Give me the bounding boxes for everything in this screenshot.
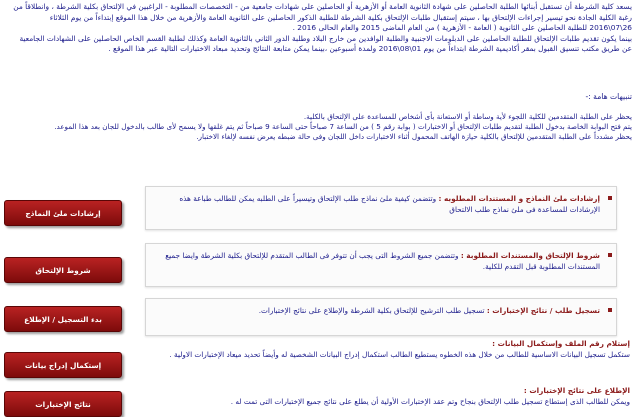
section-title: شروط الإلتحاق والمستندات المطلوبة : — [460, 251, 600, 260]
intro-paragraph-2: بينما يكون تقديم طلبات الإلتحاق للطلبة الحاصلين على الدبلومات الاجنبية والطلبة الوافدين من خارج البلاد وطلبة الدور الثاني بالثانوية العامة وكذلك لطلبة القسم الخاص الحاصلين على الشهادات الجامعية عن طريق مكتب تنسيق القبول بمقر أكاديمية الشرطة ابتداءاً من يوم 01\08\2016 ولمدة أسبوعين ،بينما يمكن متابعة النتائج وتحديد مبعاد الاختبارات التالية عبر هذا الموقع . — [19, 33, 632, 54]
section-text: تسجيل طلب الترشيح للإلتحاق بكلية الشرطة والإطلاع على نتائج الإختبارات. — [258, 306, 485, 315]
bullet-icon — [608, 308, 612, 312]
section-heading: الإطلاع على نتائج الإختبارات : — [523, 386, 630, 395]
section-text: وتتضمن كيفية ملئ نماذج طلب الإلتحاق وتيسيراً على الطلبه يمكن للطالب طباعة هذه الإرشادات للمساعدة فى ملئ نماذج طلب الالتحاق — [179, 194, 600, 214]
bullet-icon — [608, 196, 612, 200]
intro-paragraph-1: يسعد كلية الشرطة أن تستقبل أبنائها الطلبة الحاصلين على شهادة الثانوية العامة أو الأزهرية أو الحاصلين على شهادات جامعية من - التخصصات المطلوبة - الراغبين في الإلتحاق بكلية الشرطة ، وانطلاقاً من رغبة الكلية الجادة نحو تيسير إجراءات الإلتحاق بها ، سيتم إستقبال طلبات الإلتحاق بكلية الشرطة للطلبة الذكور الحاصلين على الثانوية العامة والأزهرية من خلال هذا الموقع إبتداءاً من يوم الثلاثاء 26\07\2016 للطلبة الحاصلين على الثانوية ( العامة - الأزهرية ) من العام الماضى 2015 والعام الحالى 2016 . — [13, 2, 632, 33]
forms-guide-card — [145, 186, 617, 230]
intro-block — [10, 2, 632, 55]
admission-terms-card — [145, 243, 617, 287]
notes-list — [10, 112, 632, 143]
bullet-icon — [608, 253, 612, 257]
start-registration-button[interactable]: بدء التسجيل / الإطلاع — [4, 306, 122, 332]
section-text: ويمكن للطالب الذى إستطاع تسجيل طلب الإلتحاق بنجاح وتم عقد الإختبارات الأولية أن يطلع على نتائج جميع الإختبارات التى تمت له . — [230, 397, 630, 406]
notes-heading: تنبيهات هامة :- — [585, 92, 632, 101]
forms-guide-button[interactable]: إرشادات ملئ النماذج — [4, 200, 122, 226]
exam-results-block — [128, 385, 630, 407]
registration-card — [145, 298, 617, 336]
complete-data-button[interactable]: إستكمال إدراج بيانات — [4, 352, 122, 378]
exam-results-button[interactable]: نتائج الإختبارات — [4, 391, 122, 417]
section-heading: إستلام رقم الملف وإستكمال البيانات : — [492, 339, 630, 348]
section-title: إرشادات ملئ النماذج و المستندات المطلوبه : — [438, 194, 600, 203]
section-title: تسجيل طلب / نتائج الإختبارات : — [486, 306, 600, 315]
note-item: يتم فتح البوابة الخاصة بدخول الطلبة لتقديم طلبات الإلتحاق أو الاختبارات ( بوابة رقم 5 ) من الساعة 7 صباحاً حتى الساعة 9 صباحاً ثم يتم غلقها ولا يسمح لأى طالب بالدخول للجان بعد هذا الموعد. — [54, 122, 632, 132]
section-text: ستكمل تسجيل البيانات الاساسية للطالب من خلال هذه الخطوه يستطيع الطالب استكمال إدراج البيانات الشخصية له وأيضاً تحديد ميعاد الإختبارات الاولية . — [169, 350, 630, 359]
note-item: يحظر مشدداً على الطلبة المتقدمين للإلتحاق بالكلية حيازة الهاتف المحمول أثناء الاختبارات داخل اللجان وفى حالة ضبطه يعرض نفسه لإلغاء الاختبار. — [196, 132, 632, 142]
note-item: يحظر على الطلبة المتقدمين للكلية اللجوء لأية وساطة أو الاستعانة بأى أشخاص للمساعدة على الإلتحاق بالكلية. — [303, 112, 632, 121]
complete-data-block — [128, 338, 630, 360]
admission-terms-button[interactable]: شروط الإلتحاق — [4, 257, 122, 283]
section-text: وتتضمن جميع الشروط التى يجب أن تتوفر فى الطالب المتقدم للإلتحاق بكلية الشرطة وايضا جميع المستندات المطلوبة قبل التقدم للكلية. — [165, 251, 600, 271]
